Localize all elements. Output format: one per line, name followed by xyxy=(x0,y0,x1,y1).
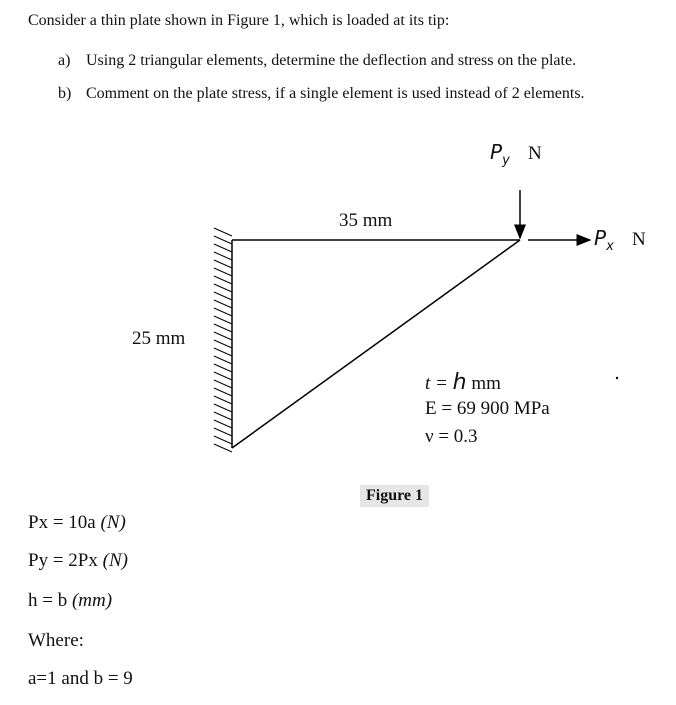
question-a-label: a) xyxy=(58,52,71,69)
given-h xyxy=(28,590,112,612)
given-px xyxy=(28,512,126,534)
stray-dot xyxy=(616,377,618,379)
px-handwritten-label: $P_x$ xyxy=(594,226,614,254)
py-unit: N xyxy=(528,143,542,164)
poisson-property: ν = 0.3 xyxy=(425,426,478,447)
py-handwritten-label: $P_y$ xyxy=(490,140,510,168)
problem-intro: Consider a thin plate shown in Figure 1, which is loaded at its tip: xyxy=(28,12,450,29)
width-dimension-label: 35 mm xyxy=(339,210,393,231)
given-h-unit: (mm) xyxy=(71,590,113,611)
figure-caption: Figure 1 xyxy=(360,485,429,507)
given-py-expr: = 2Px xyxy=(52,550,98,571)
thickness-property xyxy=(425,370,501,395)
thickness-prefix: t = xyxy=(425,373,453,394)
given-py-unit: (N) xyxy=(102,550,128,571)
px-unit: N xyxy=(632,229,646,250)
question-b-label: b) xyxy=(58,85,72,102)
given-py xyxy=(28,550,128,572)
given-h-expr: = b xyxy=(42,590,68,611)
given-px-expr: = 10a xyxy=(52,512,96,533)
fixed-support-hatching xyxy=(214,228,232,452)
question-b-text: Comment on the plate stress, if a single element is used instead of 2 elements. xyxy=(86,85,585,102)
given-h-symbol: h xyxy=(28,590,38,611)
given-px-unit: (N) xyxy=(100,512,126,533)
height-dimension-label: 25 mm xyxy=(132,328,186,349)
question-a-text: Using 2 triangular elements, determine the deflection and stress on the plate. xyxy=(86,52,577,69)
given-py-symbol: Py xyxy=(28,550,49,571)
thickness-unit: mm xyxy=(466,373,501,394)
thickness-handwritten: h xyxy=(452,370,467,395)
given-px-symbol: Px xyxy=(28,512,49,533)
given-values: a=1 and b = 9 xyxy=(28,668,133,689)
where-label: Where: xyxy=(28,630,84,651)
modulus-property: E = 69 900 MPa xyxy=(425,398,550,419)
